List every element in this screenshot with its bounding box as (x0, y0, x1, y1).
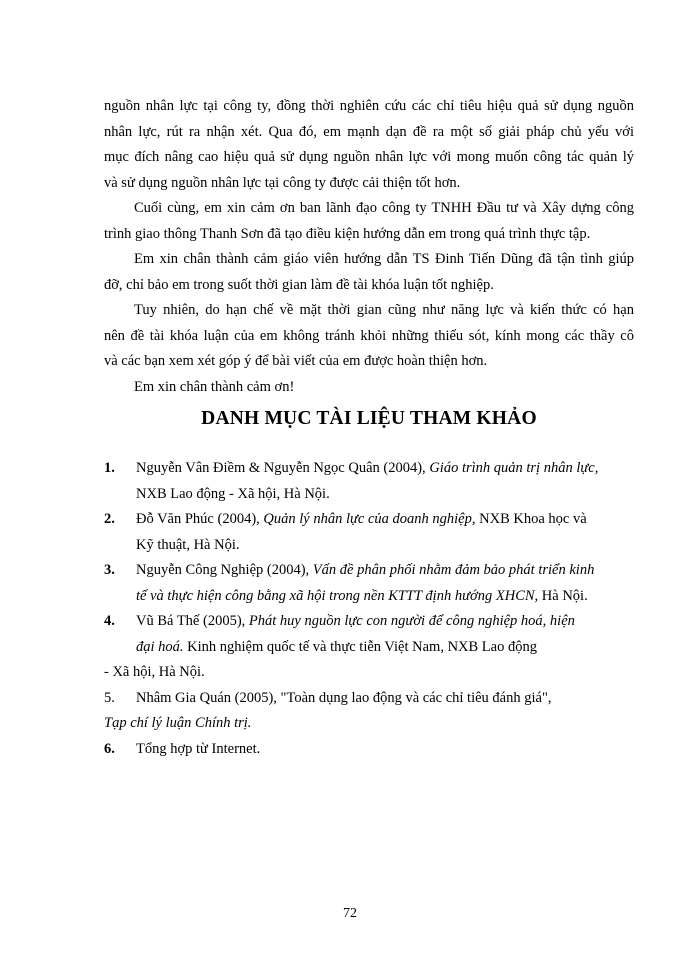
text-line: Em xin chân thành cảm giáo viên hướng dẫn TS Đinh Tiến Dũng đã tận tình giúp (134, 251, 634, 267)
text-line: và các bạn xem xét góp ý để bài viết của em được hoàn thiện hơn. (104, 353, 488, 369)
paragraph-3 (104, 247, 634, 298)
reference-number: 6. (104, 740, 115, 757)
reference-number: 4. (104, 613, 115, 629)
reference-title: Vấn đề phân phối nhằm đảm bảo phát triển kinh (312, 562, 595, 578)
text-line: nên đề tài khóa luận của em không tránh khỏi những thiếu sót, kính mong các thầy cô (104, 327, 634, 344)
text-line: Tuy nhiên, do hạn chế về mặt thời gian cũng như năng lực và kiến thức có hạn (134, 302, 634, 318)
reference-continuation: - Xã hội, Hà Nội. (104, 664, 205, 680)
reference-title: Phát huy nguồn lực con người để công nghiệp hoá, hiện (248, 613, 575, 629)
paragraph-2 (104, 196, 634, 247)
closing-line: Em xin chân thành cảm ơn! (134, 378, 295, 395)
reference-title-cont: tế và thực hiện công bằng xã hội trong nền KTTT định hướng XHCN, (136, 587, 539, 604)
page-number: 72 (343, 906, 357, 921)
paragraph-1 (104, 94, 634, 196)
reference-item-4 (104, 609, 634, 635)
reference-continuation: NXB Lao động - Xã hội, Hà Nội. (136, 485, 330, 502)
reference-author: Đỗ Văn Phúc (2004), (136, 511, 264, 527)
reference-item-1 (104, 456, 634, 482)
text-line: và sử dụng nguồn nhân lực tại công ty được cải thiện tốt hơn. (104, 174, 461, 191)
reference-number: 1. (104, 460, 115, 476)
reference-number: 5. (104, 689, 115, 706)
reference-item-3 (104, 558, 634, 584)
reference-publisher: Hà Nội. (538, 587, 588, 604)
reference-number: 2. (104, 511, 115, 527)
reference-author: Nguyễn Công Nghiệp (2004), (136, 562, 313, 578)
reference-item-5 (104, 686, 634, 712)
reference-author: Vũ Bá Thế (2005), (136, 613, 249, 629)
reference-continuation (104, 584, 634, 610)
reference-publisher: NXB Khoa học và (475, 511, 587, 527)
references-list (104, 456, 634, 762)
paragraph-4 (104, 298, 634, 375)
reference-author: Nhâm Gia Quán (2005), "Toàn dụng lao động và các chỉ tiêu đánh giá", (136, 689, 552, 706)
reference-item-2 (104, 507, 634, 533)
reference-publisher: Kinh nghiệm quốc tế và thực tiễn Việt Nam, NXB Lao động (183, 638, 537, 655)
reference-number: 3. (104, 562, 115, 578)
document-page (104, 94, 634, 762)
references-title: DANH MỤC TÀI LIỆU THAM KHẢO (201, 408, 537, 429)
reference-title: Giáo trình quản trị nhân lực, (429, 460, 599, 476)
reference-title: Quản lý nhân lực của doanh nghiệp, (263, 511, 476, 527)
text-line: đỡ, chỉ bảo em trong suốt thời gian làm đề tài khóa luận tốt nghiệp. (104, 276, 494, 293)
text-line: Cuối cùng, em xin cảm ơn ban lãnh đạo công ty TNHH Đầu tư và Xây dựng công (134, 200, 634, 216)
reference-continuation (104, 635, 634, 661)
reference-continuation (104, 711, 634, 737)
reference-author: Tổng hợp từ Internet. (136, 740, 261, 757)
text-line: nguồn nhân lực tại công ty, đồng thời nghiên cứu các chỉ tiêu hiệu quả sử dụng nguồn (104, 98, 634, 114)
text-line: mục đích nâng cao hiệu quả sử dụng nguồn nhân lực với mong muốn công tác quản lý (104, 149, 634, 165)
reference-title-cont: đại hoá. (136, 638, 184, 655)
reference-author: Nguyễn Vân Điềm & Nguyễn Ngọc Quân (2004), (136, 460, 430, 476)
reference-journal: Tạp chí lý luận Chính trị. (104, 715, 252, 731)
reference-item-6 (104, 737, 634, 763)
reference-continuation: Kỹ thuật, Hà Nội. (136, 536, 240, 553)
text-line: nhân lực, rút ra nhận xét. Qua đó, em mạnh dạn đề ra một số giải pháp chủ yếu với (104, 123, 634, 140)
text-line: trình giao thông Thanh Sơn đã tạo điều kiện hướng dẫn em trong quá trình thực tập. (104, 225, 591, 242)
